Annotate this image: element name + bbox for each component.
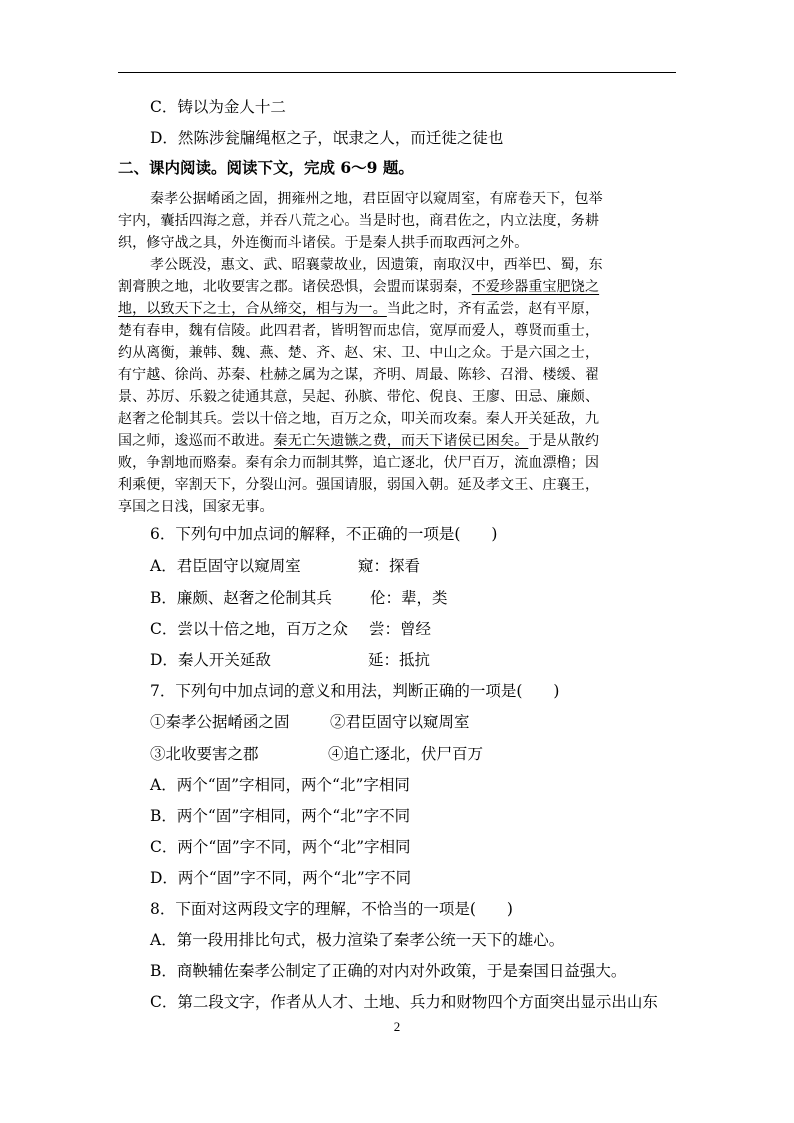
option-c: C．铸以为金人十二 (150, 98, 286, 116)
q7-items-row-2 (150, 744, 484, 764)
passage-line: 景、苏厉、乐毅之徒通其意，吴起、孙膑、带佗、倪良、王廖、田忌、廉颇、 (118, 389, 600, 405)
q7-item-3: ③北收要害之郡 (150, 745, 259, 763)
q6-b-sentence: B．廉颇、赵奢之伦制其兵 (150, 589, 332, 607)
passage-line: 败，争割地而赂秦。秦有余力而制其弊，追亡逐北，伏尸百万，流血漂橹；因 (118, 455, 600, 471)
q6-d-sentence: D．秦人开关延敌 (150, 651, 271, 669)
passage-line: 孝公既没，惠文、武、昭襄蒙故业，因遗策，南取汉中，西举巴、蜀，东 (150, 257, 603, 273)
q6-c-sentence: C．尝以十倍之地，百万之众 (150, 620, 348, 638)
passage-line (118, 299, 599, 319)
passage-text: 割膏腴之地，北收要害之郡。诸侯恐惧，会盟而谋弱秦， (118, 279, 472, 295)
question-7-stem: 7．下列句中加点词的意义和用法，判断正确的一项是( ) (150, 682, 560, 700)
underlined-sentence: 秦无亡矢遗镞之费，而天下诸侯已困矣。 (273, 433, 529, 449)
underlined-sentence: 不爱珍器重宝肥饶之 (471, 279, 600, 295)
passage-line: 约从离衡，兼韩、魏、燕、楚、齐、赵、宋、卫、中山之众。于是六国之士， (118, 345, 600, 361)
q7-option-c: C．两个“固”字不同，两个“北”字相同 (150, 838, 411, 856)
q8-option-a: A．第一段用排比句式，极力渲染了秦孝公统一天下的雄心。 (150, 931, 565, 949)
q6-a-sentence: A．君臣固守以窥周室 (150, 557, 301, 575)
passage-line (118, 431, 599, 451)
passage-text: 国之师，逡巡而不敢进。 (118, 433, 274, 449)
q6-option-a (150, 556, 421, 576)
q6-b-gloss: 伦：辈，类 (370, 589, 448, 607)
q6-c-gloss: 尝：曾经 (369, 620, 432, 638)
passage-text: 于是从散约 (528, 433, 600, 449)
q7-item-4: ④追亡逐北，伏尸百万 (328, 745, 484, 763)
q7-option-d: D．两个“固”字不同，两个“北”字不同 (150, 869, 412, 887)
passage-line: 有宁越、徐尚、苏秦、杜赫之属为之谋，齐明、周最、陈轸、召滑、楼缓、翟 (118, 367, 600, 383)
q8-option-c: C．第二段文字，作者从人才、土地、兵力和财物四个方面突出显示出山东 (150, 993, 658, 1011)
passage-line: 赵奢之伦制其兵。尝以十倍之地，百万之众，叩关而攻秦。秦人开关延敌，九 (118, 411, 600, 427)
page-number: 2 (393, 1019, 401, 1034)
option-d: D．然陈涉瓮牖绳枢之子，氓隶之人，而迁徙之徒也 (150, 129, 504, 147)
passage-line: 织，修守战之具，外连衡而斗诸侯。于是秦人拱手而取西河之外。 (118, 235, 529, 251)
q7-option-b: B．两个“固”字相同，两个“北”字不同 (150, 807, 411, 825)
q6-a-gloss: 窥：探看 (358, 557, 421, 575)
q8-option-b: B．商鞅辅佐秦孝公制定了正确的对内对外政策，于是秦国日益强大。 (150, 962, 627, 980)
question-8-stem: 8．下面对这两段文字的理解，不恰当的一项是( ) (150, 900, 513, 918)
passage-line: 宇内，囊括四海之意，并吞八荒之心。当是时也，商君佐之，内立法度，务耕 (118, 213, 600, 229)
q7-items-row-1 (150, 712, 470, 732)
passage-line: 楚有春申，魏有信陵。此四君者，皆明智而忠信，宽厚而爱人，尊贤而重士， (118, 323, 600, 339)
q6-option-b (150, 588, 448, 608)
section-title: 二、课内阅读。阅读下文，完成 6～9 题。 (118, 158, 414, 177)
q6-option-c (150, 619, 432, 639)
passage-line: 享国之日浅，国家无事。 (118, 499, 274, 515)
passage-line (118, 277, 599, 297)
passage-line: 秦孝公据崤函之固，拥雍州之地，君臣固守以窥周室，有席卷天下，包举 (150, 191, 603, 207)
q7-item-1: ①秦孝公据崤函之固 (150, 713, 290, 731)
q6-option-d (150, 650, 431, 670)
question-6-stem: 6．下列句中加点词的解释，不正确的一项是( ) (150, 525, 498, 543)
underlined-sentence: 地，以致天下之士，合从缔交，相与为一。 (118, 301, 387, 317)
header-rule (118, 72, 676, 73)
q7-option-a: A．两个“固”字相同，两个“北”字相同 (150, 776, 410, 794)
q6-d-gloss: 延：抵抗 (368, 651, 431, 669)
q7-item-2: ②君臣固守以窥周室 (330, 713, 470, 731)
passage-text: 当此之时，齐有孟尝，赵有平原， (386, 301, 600, 317)
passage-line: 利乘便，宰割天下，分裂山河。强国请服，弱国入朝。延及孝文王、庄襄王， (118, 477, 600, 493)
